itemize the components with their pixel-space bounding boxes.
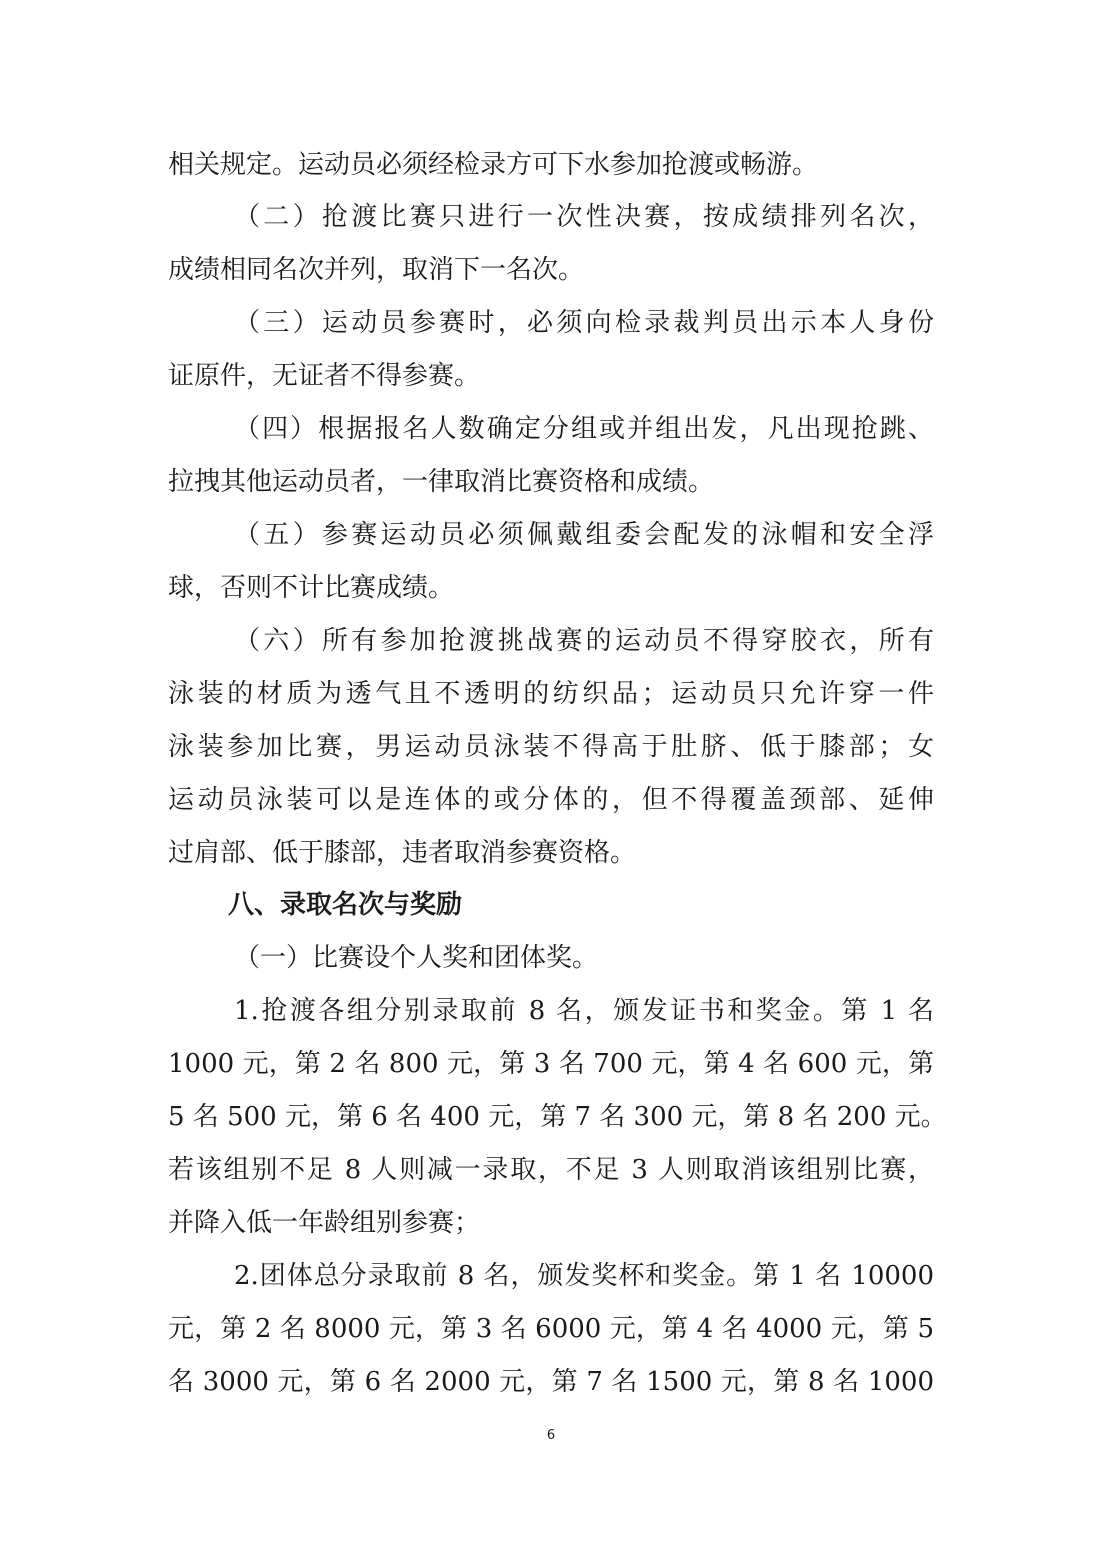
- paragraph-line: （六）所有参加抢渡挑战赛的运动员不得穿胶衣，所有: [234, 626, 934, 656]
- section-heading: 八、录取名次与奖励: [228, 890, 463, 920]
- page-number: 6: [546, 1428, 556, 1443]
- paragraph-line: （一）比赛设个人奖和团体奖。: [234, 943, 599, 973]
- paragraph-line: 成绩相同名次并列，取消下一名次。: [168, 255, 585, 285]
- paragraph-line: 证原件，无证者不得参赛。: [168, 361, 481, 391]
- paragraph-line: 球，否则不计比赛成绩。: [168, 573, 455, 603]
- paragraph-line: 泳装的材质为透气且不透明的纺织品；运动员只允许穿一件: [168, 679, 934, 709]
- paragraph-line: 若该组别不足 8 人则减一录取，不足 3 人则取消该组别比赛，: [168, 1155, 934, 1185]
- paragraph-line: 运动员泳装可以是连体的或分体的，但不得覆盖颈部、延伸: [168, 785, 934, 815]
- paragraph-line: 名 3000 元，第 6 名 2000 元，第 7 名 1500 元，第 8 名 1000: [168, 1367, 934, 1397]
- paragraph-line: 并降入低一年龄组别参赛；: [168, 1208, 481, 1238]
- paragraph-line: 泳装参加比赛，男运动员泳装不得高于肚脐、低于膝部；女: [168, 732, 934, 762]
- paragraph-line: 拉拽其他运动员者，一律取消比赛资格和成绩。: [168, 467, 715, 497]
- paragraph-line: 过肩部、低于膝部，违者取消参赛资格。: [168, 838, 637, 868]
- paragraph-line: 相关规定。运动员必须经检录方可下水参加抢渡或畅游。: [168, 150, 819, 180]
- paragraph-line: 元，第 2 名 8000 元，第 3 名 6000 元，第 4 名 4000 元，第 5: [168, 1314, 934, 1344]
- paragraph-line: （四）根据报名人数确定分组或并组出发，凡出现抢跳、: [234, 414, 934, 444]
- paragraph-line: （三）运动员参赛时，必须向检录裁判员出示本人身份: [234, 308, 934, 338]
- paragraph-line: 2.团体总分录取前 8 名，颁发奖杯和奖金。第 1 名 10000: [234, 1261, 934, 1291]
- paragraph-line: （五）参赛运动员必须佩戴组委会配发的泳帽和安全浮: [234, 520, 934, 550]
- paragraph-line: （二）抢渡比赛只进行一次性决赛，按成绩排列名次，: [234, 202, 934, 232]
- paragraph-line: 1000 元，第 2 名 800 元，第 3 名 700 元，第 4 名 600 元，第: [168, 1049, 934, 1079]
- paragraph-line: 5 名 500 元，第 6 名 400 元，第 7 名 300 元，第 8 名 200 元。: [168, 1102, 947, 1132]
- paragraph-line: 1.抢渡各组分别录取前 8 名，颁发证书和奖金。第 1 名: [234, 996, 934, 1026]
